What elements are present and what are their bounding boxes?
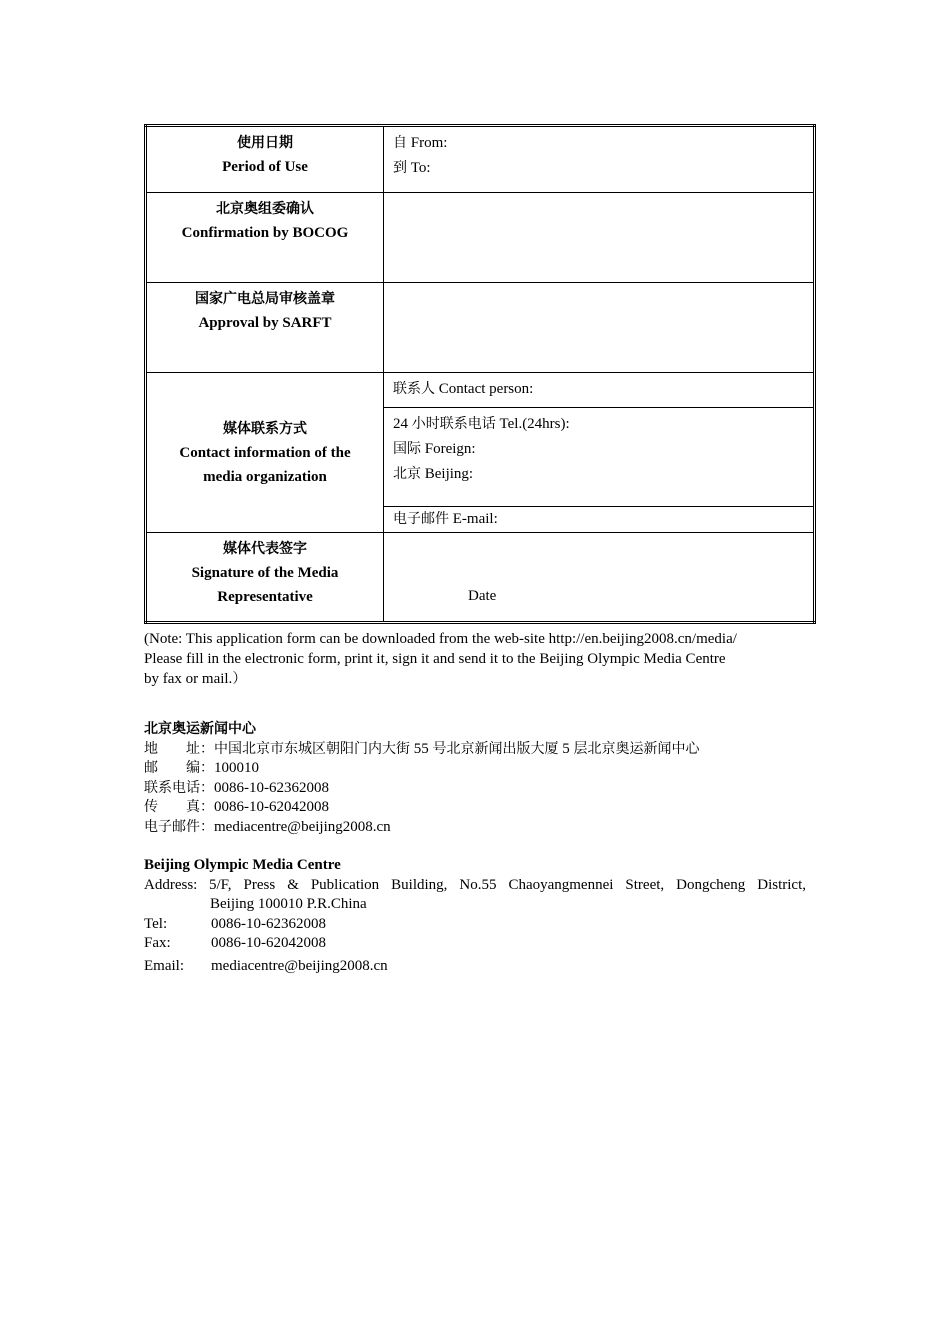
foreign-label-en: Foreign: — [424, 441, 476, 457]
period-from-line — [393, 131, 813, 156]
contact-person-en: Contact person: — [438, 381, 534, 397]
zh-postcode-row — [144, 759, 824, 779]
period-label-en: Period of Use — [222, 159, 308, 175]
tel-foreign-line — [393, 437, 813, 462]
zh-postcode-value: 100010 — [214, 760, 259, 776]
contact-label-cell — [146, 373, 384, 533]
sarft-label-zh: 国家广电总局审核盖章 — [195, 291, 335, 307]
zh-tel-row — [144, 779, 824, 799]
zh-fax-key: 传 真： — [144, 799, 214, 815]
bocog-label-zh: 北京奥组委确认 — [216, 201, 314, 217]
period-from-zh: 自 — [393, 135, 407, 151]
tel-24hrs-line — [393, 412, 813, 437]
application-form-table — [144, 124, 816, 624]
signature-label-zh: 媒体代表签字 — [223, 541, 307, 557]
sarft-row — [146, 283, 815, 373]
en-email-key: Email: — [144, 957, 184, 974]
chinese-contact-block — [144, 720, 824, 837]
note-line-1: (Note: This application form can be downloaded from the web-site http://en.beijing2008.cn/media/ — [144, 631, 737, 647]
bocog-label-cell — [146, 193, 384, 283]
zh-email-row — [144, 818, 824, 838]
en-address-key: Address: — [144, 876, 198, 893]
en-tel-value: 0086-10-62362008 — [211, 915, 326, 932]
en-email-row — [144, 957, 806, 977]
period-to-en: To: — [410, 160, 431, 176]
zh-address-part-1: 中国北京市东城区朝阳门内大街 — [214, 740, 410, 757]
signature-label-en-2: Representative — [217, 589, 313, 605]
period-to-line — [393, 156, 813, 181]
chinese-contact-title: 北京奥运新闻中心 — [144, 721, 256, 737]
zh-address-floor: 5 — [562, 740, 570, 757]
signature-date-label: Date — [468, 588, 497, 604]
contact-label-en-1: Contact information of the — [179, 444, 351, 461]
bocog-value-cell[interactable] — [384, 193, 815, 283]
note-close: ） — [232, 671, 247, 687]
period-row — [146, 126, 815, 193]
tel-prefix: 24 — [393, 416, 408, 432]
zh-postcode-key: 邮 编： — [144, 760, 214, 776]
email-label-en: E-mail: — [452, 511, 498, 527]
en-fax-row — [144, 934, 806, 954]
contact-person-zh: 联系人 — [393, 381, 435, 397]
bocog-label-en: Confirmation by BOCOG — [181, 225, 349, 241]
email-label-zh: 电子邮件 — [393, 511, 449, 527]
en-address-line-1: 5/F, Press & Publication Building, No.55 Chaoyangmennei Street, Dongcheng District, — [209, 876, 806, 893]
contact-person-cell[interactable] — [384, 373, 815, 408]
zh-tel-value: 0086-10-62362008 — [214, 779, 329, 796]
signature-label-cell — [146, 533, 384, 623]
foreign-label-zh: 国际 — [393, 441, 421, 457]
zh-address-number: 55 — [413, 740, 429, 757]
note-line-3: by fax or mail. — [144, 671, 233, 687]
en-email-value[interactable]: mediacentre@beijing2008.cn — [211, 957, 388, 974]
download-note — [144, 629, 814, 689]
en-tel-key: Tel: — [144, 915, 168, 932]
tel-label-en: Tel.(24hrs): — [499, 416, 570, 432]
period-value-cell[interactable] — [384, 126, 815, 193]
zh-email-key: 电子邮件： — [144, 818, 214, 835]
en-address-value — [210, 876, 806, 915]
en-fax-key: Fax: — [144, 935, 171, 951]
zh-address-key: 地 址： — [144, 740, 214, 757]
contact-label-en-2: media organization — [203, 468, 327, 485]
signature-label-en-1: Signature of the Media — [191, 565, 339, 581]
contact-tel-cell[interactable] — [384, 408, 815, 507]
sarft-label-en: Approval by SARFT — [198, 315, 332, 331]
zh-address-row — [144, 740, 824, 760]
zh-address-value — [214, 740, 700, 760]
zh-email-value[interactable]: mediacentre@beijing2008.cn — [214, 818, 391, 835]
contact-person-row — [146, 373, 815, 408]
en-address-row — [144, 876, 806, 915]
contact-label-zh: 媒体联系方式 — [223, 420, 307, 437]
period-from-en: From: — [410, 135, 448, 151]
sarft-label-cell — [146, 283, 384, 373]
en-tel-row — [144, 915, 806, 935]
english-contact-title: Beijing Olympic Media Centre — [144, 857, 341, 873]
signature-value-cell[interactable] — [384, 533, 815, 623]
sarft-value-cell[interactable] — [384, 283, 815, 373]
note-line-2: Please fill in the electronic form, print it, sign it and send it to the Beijing Olympic Media Centre — [144, 651, 726, 667]
beijing-label-en: Beijing: — [424, 466, 474, 482]
beijing-label-zh: 北京 — [393, 466, 421, 482]
zh-tel-key: 联系电话： — [144, 779, 214, 796]
zh-fax-value: 0086-10-62042008 — [214, 799, 329, 815]
en-address-line-2: Beijing 100010 P.R.China — [210, 896, 367, 912]
en-fax-value: 0086-10-62042008 — [211, 935, 326, 951]
period-label-zh: 使用日期 — [237, 135, 293, 151]
tel-label-zh: 小时联系电话 — [411, 416, 496, 432]
zh-address-part-3: 层北京奥运新闻中心 — [573, 740, 700, 757]
bocog-row — [146, 193, 815, 283]
period-to-zh: 到 — [393, 160, 407, 176]
contact-email-cell[interactable] — [384, 507, 815, 533]
zh-fax-row — [144, 798, 824, 818]
tel-beijing-line — [393, 462, 813, 487]
note-line-3-wrap — [144, 669, 814, 689]
period-label-cell — [146, 126, 384, 193]
signature-row — [146, 533, 815, 623]
zh-address-part-2: 号北京新闻出版大厦 — [432, 740, 559, 757]
english-contact-block — [144, 856, 806, 976]
